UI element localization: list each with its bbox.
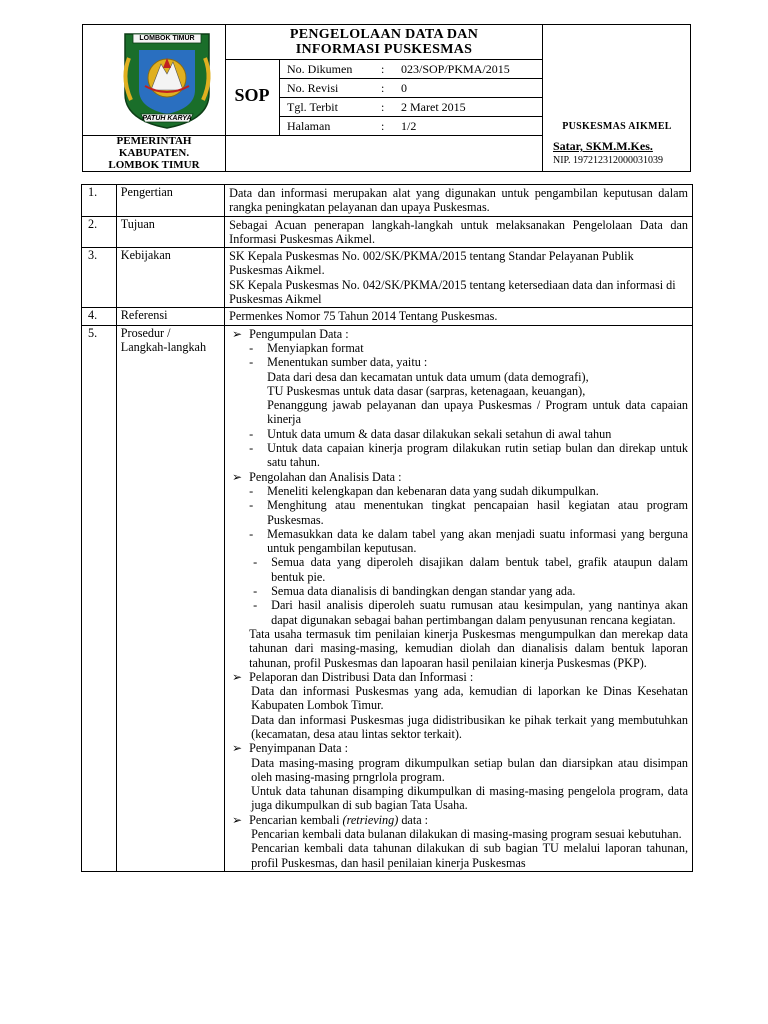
government-name: PEMERINTAH KABUPATEN. LOMBOK TIMUR (108, 135, 200, 171)
signer-name: Satar, SKM.M.Kes. (553, 139, 653, 153)
row-kebijakan: 3. Kebijakan SK Kepala Puskesmas No. 002/SK/PKMA/2015 tentang Standar Pelayanan Publik Puskesmas Aikmel. SK Kepala Puskesmas No. 042/SK/PKMA/2015 tentang ketersediaan data dan informasi di Puskesmas Aikmel (82, 248, 693, 308)
row-prosedur: 5. Prosedur / Langkah-langkah ➢ Pengumpulan Data : - Menyiapkan format - Menentukan sumber data, yaitu : Data dari desa dan kecamatan untuk data umum (data demografi), TU Puskesmas untuk data dasar (sarpras, ketenagaan, keuangan), Penanggung jawab pelayanan dan upaya Puskesmas / Program untuk data capaian kinerja - Untuk data umum & data dasar dilakukan sekali setahun di awal tahun - Untuk data capaian kinerja program dilakukan rutin setiap bulan dan direkap untuk satu tahun. ➢ Pengolahan dan Analisis Data : - Meneliti kelengkapan dan kebenaran data yang sudah dikumpulkan. - Menghitung atau menentukan tingkat pencapaian hasil kegiatan atau program Puskesmas. - Memasukkan data ke dalam tabel yang akan menjadi suatu informasi yang berguna untuk pengambilan keputusan. - Semua data yang diperoleh disajikan dalam bentuk tabel, grafik ataupun dalam bentuk pie. - Semua data dianalisis di bandingkan dengan standar yang ada. - Dari hasil analisis diperoleh suatu rumusan atau kesimpulan, yang nantinya akan dapat digunakan sebagai bahan pertimbangan dalam penyusunan rencana kegiatan. Tata usaha termasuk tim penilaian kinerja Puskesmas mengumpulkan dan merekap data tahunan dari masing-masing, kemudian diolah dan dianalisis dalam bentuk laporan tahunan, profil Puskesmas dan lapoaran hasil penilaian kinerja Puskesmas (PKP). ➢ Pelaporan dan Distribusi Data dan Informasi : Data dan informasi Puskesmas yang ada, kemudian di laporkan ke Dinas Kesehatan Kabupaten Lombok Timur. Data dan informasi Puskesmas juga didistribusikan ke pihak terkait yang membutuhkan (kecamatan, desa atau lintas sektor terkait). ➢ Penyimpanan Data : Data masing-masing program dikumpulkan setiap bulan dan diarsipkan atau disimpan oleh masing-masing prngrlola program. Untuk data tahunan disamping dikumpulkan di masing-masing pengelola program, data juga dikumpulkan di sub bagian Tata Usaha. ➢ Pencarian kembali (retrieving) data : Pencarian kembali data bulanan dilakukan di masing-masing program sesuai kebutuhan. Pencarian kembali data tahunan dilakukan di sub bagian TU melalui laporan tahunan, profil Puskesmas, dan hasil penilaian kinerja Puskesmas (82, 325, 693, 871)
arrow-bullet-icon: ➢ (232, 469, 243, 484)
document-title: PENGELOLAAN DATA DAN INFORMASI PUSKESMAS (289, 27, 479, 57)
procedure-steps: ➢ Pengumpulan Data : - Menyiapkan format - Menentukan sumber data, yaitu : Data dari desa dan kecamatan untuk data umum (data demografi), TU Puskesmas untuk data dasar (sarpras, ketenagaan, keuangan), Penanggung jawab pelayanan dan upaya Puskesmas / Program untuk data capaian kinerja - Untuk data umum & data dasar dilakukan sekali setahun di awal tahun - Untuk data capaian kinerja program dilakukan rutin setiap bulan dan direkap untuk satu tahun. ➢ Pengolahan dan Analisis Data : - Meneliti kelengkapan dan kebenaran data yang sudah dikumpulkan. - Menghitung atau menentukan tingkat pencapaian hasil kegiatan atau program Puskesmas. - Memasukkan data ke dalam tabel yang akan menjadi suatu informasi yang berguna untuk pengambilan keputusan. - Semua data yang diperoleh disajikan dalam bentuk tabel, grafik ataupun dalam bentuk pie. - Semua data dianalisis di bandingkan dengan standar yang ada. - Dari hasil analisis diperoleh suatu rumusan atau kesimpulan, yang nantinya akan dapat digunakan sebagai bahan pertimbangan dalam penyusunan rencana kegiatan. Tata usaha termasuk tim penilaian kinerja Puskesmas mengumpulkan dan merekap data tahunan dari masing-masing, kemudian diolah dan dianalisis dalam bentuk laporan tahunan, profil Puskesmas dan lapoaran hasil penilaian kinerja Puskesmas (PKP). ➢ Pelaporan dan Distribusi Data dan Informasi : Data dan informasi Puskesmas yang ada, kemudian di laporkan ke Dinas Kesehatan Kabupaten Lombok Timur. Data dan informasi Puskesmas juga didistribusikan ke pihak terkait yang membutuhkan (kecamatan, desa atau lintas sektor terkait). ➢ Penyimpanan Data : Data masing-masing program dikumpulkan setiap bulan dan diarsipkan atau disimpan oleh masing-masing prngrlola program. Untuk data tahunan disamping dikumpulkan di masing-masing pengelola program, data juga dikumpulkan di sub bagian Tata Usaha. ➢ Pencarian kembali (retrieving) data : Pencarian kembali data bulanan dilakukan di masing-masing program sesuai kebutuhan. Pencarian kembali data tahunan dilakukan di sub bagian TU melalui laporan tahunan, profil Puskesmas, dan hasil penilaian kinerja Puskesmas (225, 325, 693, 871)
row-referensi: 4. Referensi Permenkes Nomor 75 Tahun 2014 Tentang Puskesmas. (82, 308, 693, 325)
step-pencarian: ➢ Pencarian kembali (retrieving) data : (229, 813, 688, 827)
step-pelaporan: ➢ Pelaporan dan Distribusi Data dan Informasi : (229, 670, 688, 684)
sop-header: LOMBOK TIMUR PATUH KARYA PEMERINTAH KABUPATEN. LOMBOK TIMUR PENGELOLAAN DATA DAN INFORMASI PUSKESMAS SOP No. Dikumen : 023/SOP/PKMA/2015 No. Revisi : 0 Tgl. Terbit : 2 Maret 2015 Halaman : 1/2 PUSKESMAS AIKMEL Satar, SKM.M.Kes. NIP. 197212312000031039 (82, 24, 691, 172)
sop-content-table (81, 184, 693, 872)
row-pengertian: 1. Pengertian Data dan informasi merupakan alat yang digunakan untuk pengambilan keputusan dalam rangka peningkatan pelayanan dan upaya Puskesmas. (82, 185, 693, 217)
arrow-bullet-icon: ➢ (232, 741, 243, 756)
arrow-bullet-icon: ➢ (232, 326, 243, 341)
arrow-bullet-icon: ➢ (232, 669, 243, 684)
row-tujuan: 2. Tujuan Sebagai Acuan penerapan langkah-langkah untuk melaksanakan Pengelolaan Data dan Informasi Puskesmas Aikmel. (82, 216, 693, 248)
step-pengumpulan: ➢ Pengumpulan Data : (229, 327, 688, 341)
lombok-timur-emblem (111, 28, 223, 132)
puskesmas-name: PUSKESMAS AIKMEL (562, 121, 672, 132)
signer-nip: NIP. 197212312000031039 (553, 155, 664, 166)
step-pengolahan: ➢ Pengolahan dan Analisis Data : (229, 470, 688, 484)
sop-label: SOP (234, 85, 270, 105)
emblem-bottom-text: PATUH KARYA (142, 115, 192, 122)
arrow-bullet-icon: ➢ (232, 812, 243, 827)
step-penyimpanan: ➢ Penyimpanan Data : (229, 741, 688, 755)
emblem-top-text: LOMBOK TIMUR (139, 35, 195, 42)
